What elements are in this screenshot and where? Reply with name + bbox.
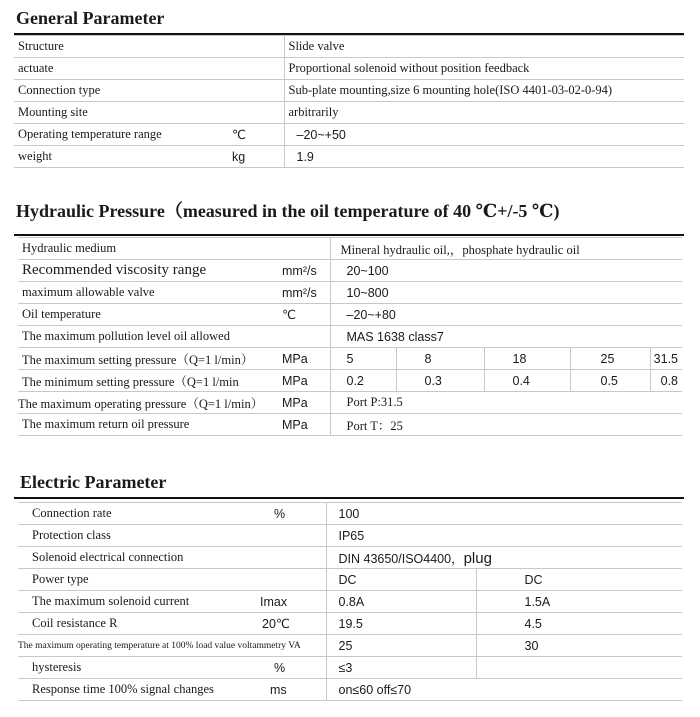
param-value-2 — [476, 657, 682, 679]
param-value: IP65 — [326, 525, 682, 547]
table-row — [18, 657, 682, 679]
param-unit: % — [248, 503, 326, 525]
param-value: DC — [326, 569, 476, 591]
param-value: 19.5 — [326, 613, 476, 635]
table-row — [14, 36, 684, 58]
param-value: ≤3 — [326, 657, 476, 679]
param-unit: MPa — [278, 414, 330, 436]
param-label: hysteresis — [18, 657, 248, 679]
param-label: Hydraulic medium — [18, 238, 278, 260]
general-parameter-title: General Parameter — [16, 8, 165, 28]
pressure-value: 0.8 — [650, 370, 682, 392]
param-value: on≤60 off≤70 — [326, 679, 682, 701]
param-value-2: 4.5 — [476, 613, 682, 635]
hydraulic-pressure-table — [18, 237, 682, 436]
table-row — [18, 348, 682, 370]
param-label: weight — [14, 146, 228, 168]
param-value: 100 — [326, 503, 682, 525]
param-unit: 20℃ — [248, 613, 326, 635]
param-unit: ℃ — [278, 304, 330, 326]
param-unit: mm²/s — [278, 260, 330, 282]
table-row — [14, 58, 684, 80]
param-value: Slide valve — [284, 36, 684, 58]
hydraulic-title-rule — [14, 234, 684, 236]
pressure-value: 0.2 — [330, 370, 396, 392]
param-value: Port T：25 — [330, 414, 682, 436]
param-label: maximum allowable valve — [18, 282, 278, 304]
pressure-value: 5 — [330, 348, 396, 370]
table-row — [18, 635, 682, 657]
param-label: Solenoid electrical connection — [18, 547, 248, 569]
table-row — [18, 326, 682, 348]
param-unit — [228, 58, 284, 80]
param-label: The maximum setting pressure（Q=1 l/min） — [18, 348, 278, 370]
param-unit — [278, 238, 330, 260]
param-label: The minimum setting pressure（Q=1 l/min — [18, 370, 278, 392]
table-row — [14, 102, 684, 124]
table-row — [18, 503, 682, 525]
param-label: Oil temperature — [18, 304, 278, 326]
pressure-value: 0.4 — [484, 370, 570, 392]
param-value-2: 1.5A — [476, 591, 682, 613]
param-label: The maximum return oil pressure — [18, 414, 278, 436]
param-value: Port P:31.5 — [330, 392, 682, 414]
param-value: arbitrarily — [284, 102, 684, 124]
param-label: The maximum pollution level oil allowed — [18, 326, 278, 348]
param-unit — [248, 525, 326, 547]
table-row — [18, 613, 682, 635]
param-label: The maximum operating temperature at 100% load value voltammetry VA — [18, 635, 326, 657]
param-label: Protection class — [18, 525, 248, 547]
param-label: Power type — [18, 569, 248, 591]
table-row — [18, 304, 682, 326]
param-label: actuate — [14, 58, 228, 80]
hydraulic-pressure-title: Hydraulic Pressure（measured in the oil temperature of 40 ℃+/-5 ℃) — [16, 201, 560, 221]
param-value-2: 30 — [476, 635, 682, 657]
param-unit: Imax — [248, 591, 326, 613]
table-row — [18, 591, 682, 613]
table-row — [18, 569, 682, 591]
table-row — [14, 80, 684, 102]
param-unit — [248, 569, 326, 591]
param-unit — [228, 36, 284, 58]
table-row — [18, 282, 682, 304]
param-label: Mounting site — [14, 102, 228, 124]
table-row — [18, 370, 682, 392]
table-row — [14, 124, 684, 146]
table-row — [18, 679, 682, 701]
param-unit: mm²/s — [278, 282, 330, 304]
param-unit — [228, 80, 284, 102]
general-parameter-table — [14, 35, 684, 168]
pressure-value: 8 — [396, 348, 484, 370]
param-unit: ℃ — [228, 124, 284, 146]
pressure-value: 0.5 — [570, 370, 650, 392]
param-value: 10~800 — [330, 282, 682, 304]
param-value: –20~+80 — [330, 304, 682, 326]
pressure-value: 18 — [484, 348, 570, 370]
param-label: The maximum solenoid current — [18, 591, 248, 613]
param-unit: kg — [228, 146, 284, 168]
connection-standard: DIN 43650/ISO4400， — [338, 551, 464, 566]
table-row — [18, 392, 682, 414]
param-label: Recommended viscosity range — [18, 260, 278, 282]
param-unit — [228, 102, 284, 124]
pressure-value: 31.5 — [650, 348, 682, 370]
table-row — [18, 525, 682, 547]
electric-parameter-title: Electric Parameter — [20, 472, 167, 492]
param-label: Connection type — [14, 80, 228, 102]
param-value: Sub-plate mounting,size 6 mounting hole(ISO 4401-03-02-0-94) — [284, 80, 684, 102]
param-unit: MPa — [278, 392, 330, 414]
electric-title-rule — [14, 497, 684, 499]
connection-plug: plug — [463, 549, 492, 567]
pressure-value: 25 — [570, 348, 650, 370]
param-value: –20~+50 — [284, 124, 684, 146]
param-label: Operating temperature range — [14, 124, 228, 146]
param-value: 0.8A — [326, 591, 476, 613]
param-value: 20~100 — [330, 260, 682, 282]
param-unit — [248, 547, 326, 569]
param-unit: MPa — [278, 370, 330, 392]
param-value: Proportional solenoid without position feedback — [284, 58, 684, 80]
param-label: The maximum operating pressure（Q=1 l/min） — [18, 392, 278, 414]
pressure-value: 0.3 — [396, 370, 484, 392]
param-label: Coil resistance R — [18, 613, 248, 635]
param-unit — [278, 326, 330, 348]
param-value — [326, 547, 682, 569]
param-value: MAS 1638 class7 — [330, 326, 682, 348]
param-unit: % — [248, 657, 326, 679]
table-row — [18, 414, 682, 436]
param-value: Mineral hydraulic oil,，phosphate hydraulic oil — [330, 238, 682, 260]
table-row — [14, 146, 684, 168]
table-row — [18, 238, 682, 260]
param-value: 25 — [326, 635, 476, 657]
param-value-2: DC — [476, 569, 682, 591]
param-label: Connection rate — [18, 503, 248, 525]
param-label: Response time 100% signal changes — [18, 679, 248, 701]
param-unit: MPa — [278, 348, 330, 370]
param-value: 1.9 — [284, 146, 684, 168]
param-label: Structure — [14, 36, 228, 58]
table-row — [18, 547, 682, 569]
electric-parameter-table — [18, 502, 682, 701]
table-row — [18, 260, 682, 282]
param-unit: ms — [248, 679, 326, 701]
